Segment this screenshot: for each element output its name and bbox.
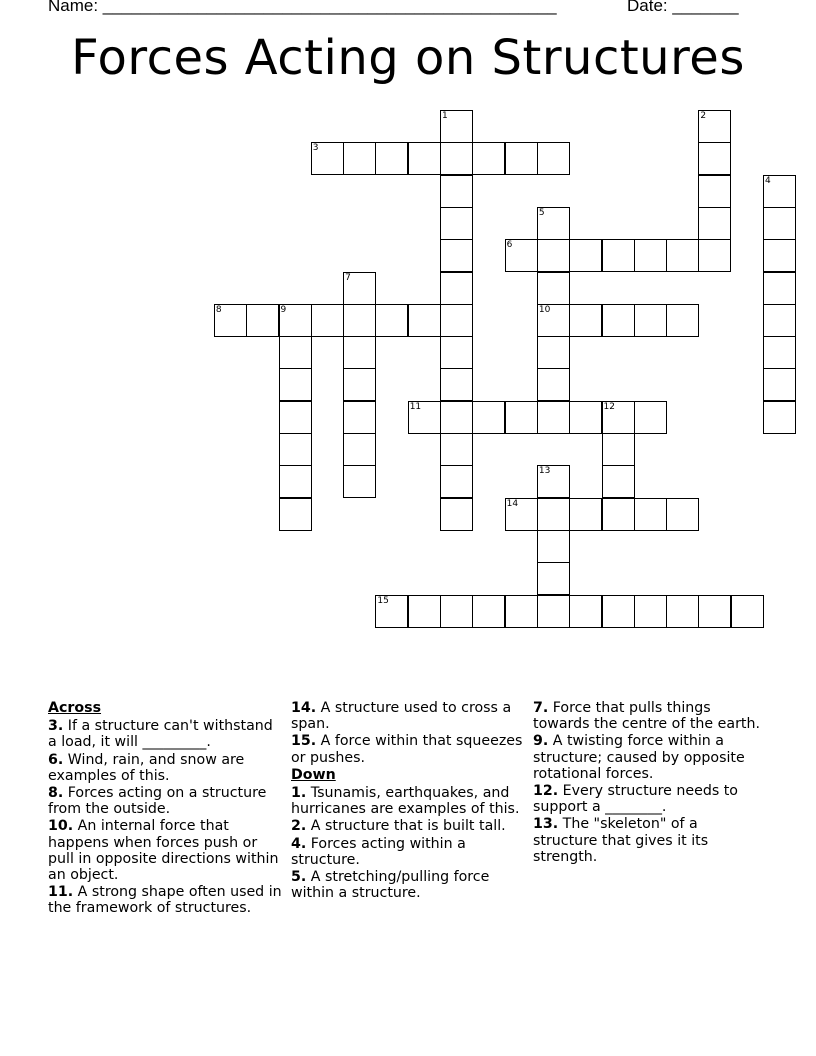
grid-cell[interactable] (698, 142, 731, 175)
grid-cell[interactable] (666, 304, 699, 337)
grid-cell[interactable] (343, 304, 376, 337)
grid-cell[interactable] (440, 401, 473, 434)
clue-number: 9 (280, 304, 287, 315)
grid-cell[interactable] (602, 239, 635, 272)
grid-cell[interactable] (408, 595, 441, 628)
grid-cell[interactable] (634, 498, 667, 531)
grid-cell[interactable] (634, 304, 667, 337)
clue-down-13: 13. The "skeleton" of a structure that gives it its strength. (533, 816, 709, 865)
grid-cell[interactable] (375, 304, 408, 337)
grid-cell[interactable] (634, 239, 667, 272)
grid-cell[interactable] (343, 433, 376, 466)
grid-cell[interactable] (440, 595, 473, 628)
grid-cell[interactable] (569, 401, 602, 434)
grid-cell[interactable] (440, 433, 473, 466)
clue-across-11: 11. A strong shape often used in the framework of structures. (48, 884, 282, 917)
grid-cell[interactable] (537, 239, 570, 272)
clue-down-12: 12. Every structure needs to support a ________. (533, 783, 738, 816)
clue-across-6: 6. Wind, rain, and snow are examples of this. (48, 751, 245, 784)
name-field: Name: ________________________________________________ (48, 0, 557, 15)
grid-cell[interactable] (214, 304, 247, 337)
grid-cell[interactable] (440, 110, 473, 143)
grid-cell[interactable] (537, 368, 570, 401)
grid-cell[interactable] (731, 595, 764, 628)
grid-cell[interactable] (343, 465, 376, 498)
date-field: Date: _______ (627, 0, 739, 15)
grid-cell[interactable] (763, 401, 796, 434)
grid-cell[interactable] (763, 304, 796, 337)
grid-cell[interactable] (537, 530, 570, 563)
grid-cell[interactable] (246, 304, 279, 337)
clues-column-1 (48, 700, 283, 918)
grid-cell[interactable] (279, 368, 312, 401)
grid-cell[interactable] (634, 401, 667, 434)
clue-across-3: 3. If a structure can't withstand a load, it will _________. (48, 718, 273, 751)
grid-cell[interactable] (537, 304, 570, 337)
clue-across-15: 15. A force within that squeezes or pushes. (291, 733, 523, 766)
grid-cell[interactable] (440, 207, 473, 240)
page-title: Forces Acting on Structures (71, 30, 745, 86)
across-heading: Across (48, 700, 102, 716)
grid-cell[interactable] (440, 304, 473, 337)
grid-cell[interactable] (343, 368, 376, 401)
grid-cell[interactable] (698, 595, 731, 628)
grid-cell[interactable] (311, 142, 344, 175)
clue-number: 11 (409, 401, 422, 412)
clue-down-7: 7. Force that pulls things towards the centre of the earth. (533, 700, 760, 733)
clue-number: 3 (312, 143, 319, 154)
clue-number: 13 (538, 466, 551, 477)
grid-cell[interactable] (569, 498, 602, 531)
clue-down-5: 5. A stretching/pulling force within a structure. (291, 869, 490, 902)
grid-cell[interactable] (666, 239, 699, 272)
clue-number: 6 (506, 240, 513, 251)
grid-cell[interactable] (698, 175, 731, 208)
grid-cell[interactable] (763, 368, 796, 401)
grid-cell[interactable] (763, 239, 796, 272)
grid-cell[interactable] (698, 239, 731, 272)
grid-cell[interactable] (569, 304, 602, 337)
grid-cell[interactable] (472, 401, 505, 434)
clue-number: 12 (603, 401, 615, 412)
grid-cell[interactable] (537, 562, 570, 595)
grid-cell[interactable] (569, 595, 602, 628)
grid-cell[interactable] (634, 595, 667, 628)
grid-cell[interactable] (440, 142, 473, 175)
grid-cell[interactable] (279, 304, 312, 337)
grid-cell[interactable] (472, 142, 505, 175)
grid-cell[interactable] (279, 465, 312, 498)
clue-across-10: 10. An internal force that happens when forces push or pull in opposite directions within an object. (48, 818, 279, 884)
clue-down-9: 9. A twisting force within a structure; caused by opposite rotational forces. (533, 733, 745, 782)
grid-cell[interactable] (537, 207, 570, 240)
grid-cell[interactable] (311, 304, 344, 337)
grid-cell[interactable] (375, 595, 408, 628)
clue-number: 15 (377, 595, 389, 606)
clue-across-14: 14. A structure used to cross a span. (291, 700, 512, 733)
grid-cell[interactable] (537, 272, 570, 305)
grid-cell[interactable] (375, 142, 408, 175)
clue-down-1: 1. Tsunamis, earthquakes, and hurricanes are examples of this. (291, 785, 520, 818)
grid-cell[interactable] (343, 401, 376, 434)
grid-cell[interactable] (440, 498, 473, 531)
grid-cell[interactable] (537, 142, 570, 175)
grid-cell[interactable] (537, 498, 570, 531)
grid-cell[interactable] (698, 110, 731, 143)
grid-cell[interactable] (343, 142, 376, 175)
clues-column-2 (291, 700, 527, 902)
grid-cell[interactable] (698, 207, 731, 240)
grid-cell[interactable] (537, 401, 570, 434)
clue-down-4: 4. Forces acting within a structure. (291, 835, 466, 868)
grid-cell[interactable] (666, 498, 699, 531)
grid-cell[interactable] (602, 304, 635, 337)
grid-cell[interactable] (505, 142, 538, 175)
grid-cell[interactable] (440, 336, 473, 369)
clue-number: 2 (700, 111, 707, 121)
grid-cell[interactable] (343, 272, 376, 305)
grid-cell[interactable] (602, 498, 635, 531)
grid-cell[interactable] (602, 401, 635, 434)
grid-cell[interactable] (408, 142, 441, 175)
grid-cell[interactable] (666, 595, 699, 628)
grid-cell[interactable] (763, 175, 796, 208)
grid-cell[interactable] (505, 595, 538, 628)
grid-cell[interactable] (537, 336, 570, 369)
clue-number: 4 (765, 175, 771, 186)
grid-cell[interactable] (602, 595, 635, 628)
clue-number: 7 (345, 272, 351, 283)
grid-cell[interactable] (763, 336, 796, 369)
grid-cell[interactable] (505, 498, 538, 531)
grid-cell[interactable] (440, 239, 473, 272)
grid-cell[interactable] (279, 433, 312, 466)
grid-cell[interactable] (440, 272, 473, 305)
clue-number: 10 (538, 304, 551, 315)
grid-cell[interactable] (279, 401, 312, 434)
grid-cell[interactable] (505, 239, 538, 272)
grid-cell[interactable] (408, 401, 441, 434)
grid-cell[interactable] (279, 336, 312, 369)
grid-cell[interactable] (763, 272, 796, 305)
grid-cell[interactable] (763, 207, 796, 240)
grid-cell[interactable] (440, 465, 473, 498)
clue-down-2: 2. A structure that is built tall. (291, 818, 506, 835)
grid-cell[interactable] (602, 465, 635, 498)
grid-cell[interactable] (440, 368, 473, 401)
grid-cell[interactable] (537, 465, 570, 498)
clue-number: 14 (506, 498, 519, 509)
grid-cell[interactable] (602, 433, 635, 466)
grid-cell[interactable] (279, 498, 312, 531)
clues-column-3 (533, 700, 763, 866)
clue-number: 5 (538, 207, 545, 218)
clue-number: 1 (442, 111, 448, 121)
grid-cell[interactable] (472, 595, 505, 628)
grid-cell[interactable] (537, 595, 570, 628)
grid-cell[interactable] (440, 175, 473, 208)
grid-cell[interactable] (408, 304, 441, 337)
down-heading: Down (291, 766, 336, 783)
grid-cell[interactable] (505, 401, 538, 434)
clue-number: 8 (215, 304, 222, 315)
clue-across-8: 8. Forces acting on a structure from the outside. (48, 785, 267, 818)
grid-cell[interactable] (343, 336, 376, 369)
grid-cell[interactable] (569, 239, 602, 272)
